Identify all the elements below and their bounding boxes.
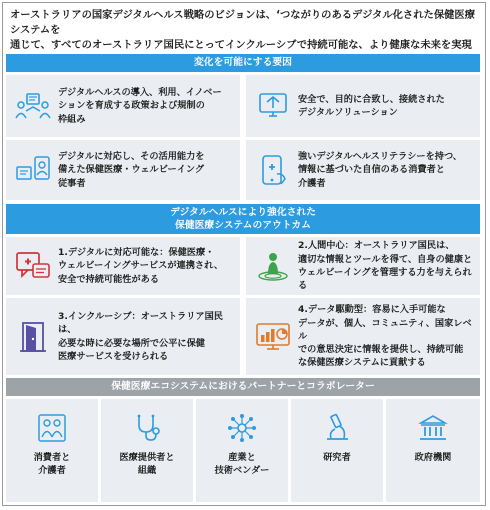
connected-chat-icon: [14, 237, 52, 295]
text-line: 情報に基づいた自信のある消費者と: [298, 164, 445, 176]
vision-line-2: 通じて、すべてのオーストラリア国民にとってインクルーシブで持続可能な、より健康な未来を実現: [10, 39, 472, 51]
data-dashboard-icon: [254, 298, 292, 375]
text-line: デジタルヘルスの導入、利用、イノベー: [58, 87, 222, 99]
text-line: デジタルソリューション: [298, 107, 398, 118]
text-line: 組織: [137, 465, 157, 476]
text-line: 消費者と: [33, 452, 71, 463]
policy-framework-icon: [14, 75, 52, 137]
outcomes-heading-line-2: 保健医療システムのアウトカム: [175, 220, 311, 231]
text-line: 産業と: [228, 452, 256, 463]
vision-line-1: オーストラリアの国家デジタルヘルス戦略のビジョンは、‘つながりのあるデジタル化された保健医療システムを: [10, 9, 476, 36]
outcome-card-person-centred: [246, 237, 480, 295]
partner-government: [386, 399, 480, 502]
text-line: 介護者: [298, 177, 326, 189]
text-line: 3.インクルーシブ：オーストラリア国民は、: [58, 310, 223, 336]
workforce-icon: [14, 140, 52, 200]
text-line: 従事者: [58, 177, 86, 189]
text-line: 4.データ駆動型：容易に入手可能な: [298, 304, 446, 316]
text-line: 介護者: [38, 465, 66, 476]
outcome-card-inclusive: [6, 298, 240, 375]
text-line: ウェルビーイングサービスが連携され、: [58, 260, 224, 272]
partner-consumers-carers: [6, 399, 98, 502]
text-line: での意思決定に情報を提供し、持続可能: [298, 344, 464, 356]
government-building-icon: [386, 413, 480, 445]
text-line: 政府機関: [414, 452, 452, 463]
text-line: ションを育成する政策および規制の: [58, 100, 205, 112]
open-door-icon: [14, 298, 52, 375]
text-line: 技術ベンダー: [214, 465, 270, 476]
partner-researchers: [291, 399, 383, 502]
text-line: データが、個人、コミュニティ、国家レベル: [298, 317, 472, 342]
outcomes-heading-line-1: デジタルヘルスにより強化された: [169, 207, 317, 218]
health-literacy-icon: [254, 140, 292, 200]
text-line: 医療サービスを受けられる: [58, 350, 169, 362]
partners-heading: 保健医療エコシステムにおけるパートナーとコラボレーター: [6, 378, 480, 396]
person-location-icon: [254, 237, 292, 295]
text-line: 研究者: [323, 452, 351, 463]
text-line: な保健医療システムに貢献する: [298, 357, 426, 369]
secure-solution-icon: [254, 75, 292, 137]
outcomes-heading: [6, 204, 480, 234]
text-line: 適切な情報とツールを得て、自身の健康と: [298, 253, 473, 265]
text-line: ウェルビーイングを管理する力を与えられる: [298, 267, 472, 292]
stethoscope-icon: [101, 413, 193, 445]
text-line: 安全で、目的に合致し、接続された: [298, 93, 445, 105]
microscope-icon: [291, 413, 383, 445]
partner-industry: [196, 399, 288, 502]
text-line: 強いデジタルヘルスリテラシーを持つ、: [298, 151, 462, 163]
text-line: 安全で持続可能性がある: [58, 273, 160, 285]
text-line: 1.デジタルに対応可能な：保健医療・: [58, 247, 215, 259]
network-icon: [196, 413, 288, 445]
text-line: 必要な時に必要な場所で公平に保健: [58, 337, 205, 349]
enabler-card-workforce: [6, 140, 240, 200]
enablers-heading: 変化を可能にする要因: [6, 54, 480, 72]
enabler-card-solutions: [246, 75, 480, 137]
text-line: 枠組み: [58, 113, 86, 125]
enabler-card-literacy: [246, 140, 480, 200]
text-line: 2.人間中心：オーストラリア国民は、: [298, 240, 455, 252]
partners-row: [6, 399, 480, 502]
outcome-card-digital: [6, 237, 240, 295]
consumers-carers-icon: [6, 413, 98, 445]
text-line: 備えた保健医療・ウェルビーイング: [58, 164, 205, 176]
enabler-card-policy: [6, 75, 240, 137]
partner-providers: [101, 399, 193, 502]
text-line: デジタルに対応し、その活用能力を: [58, 151, 205, 163]
text-line: 医療提供者と: [119, 452, 175, 463]
outcome-card-data-driven: [246, 298, 480, 375]
